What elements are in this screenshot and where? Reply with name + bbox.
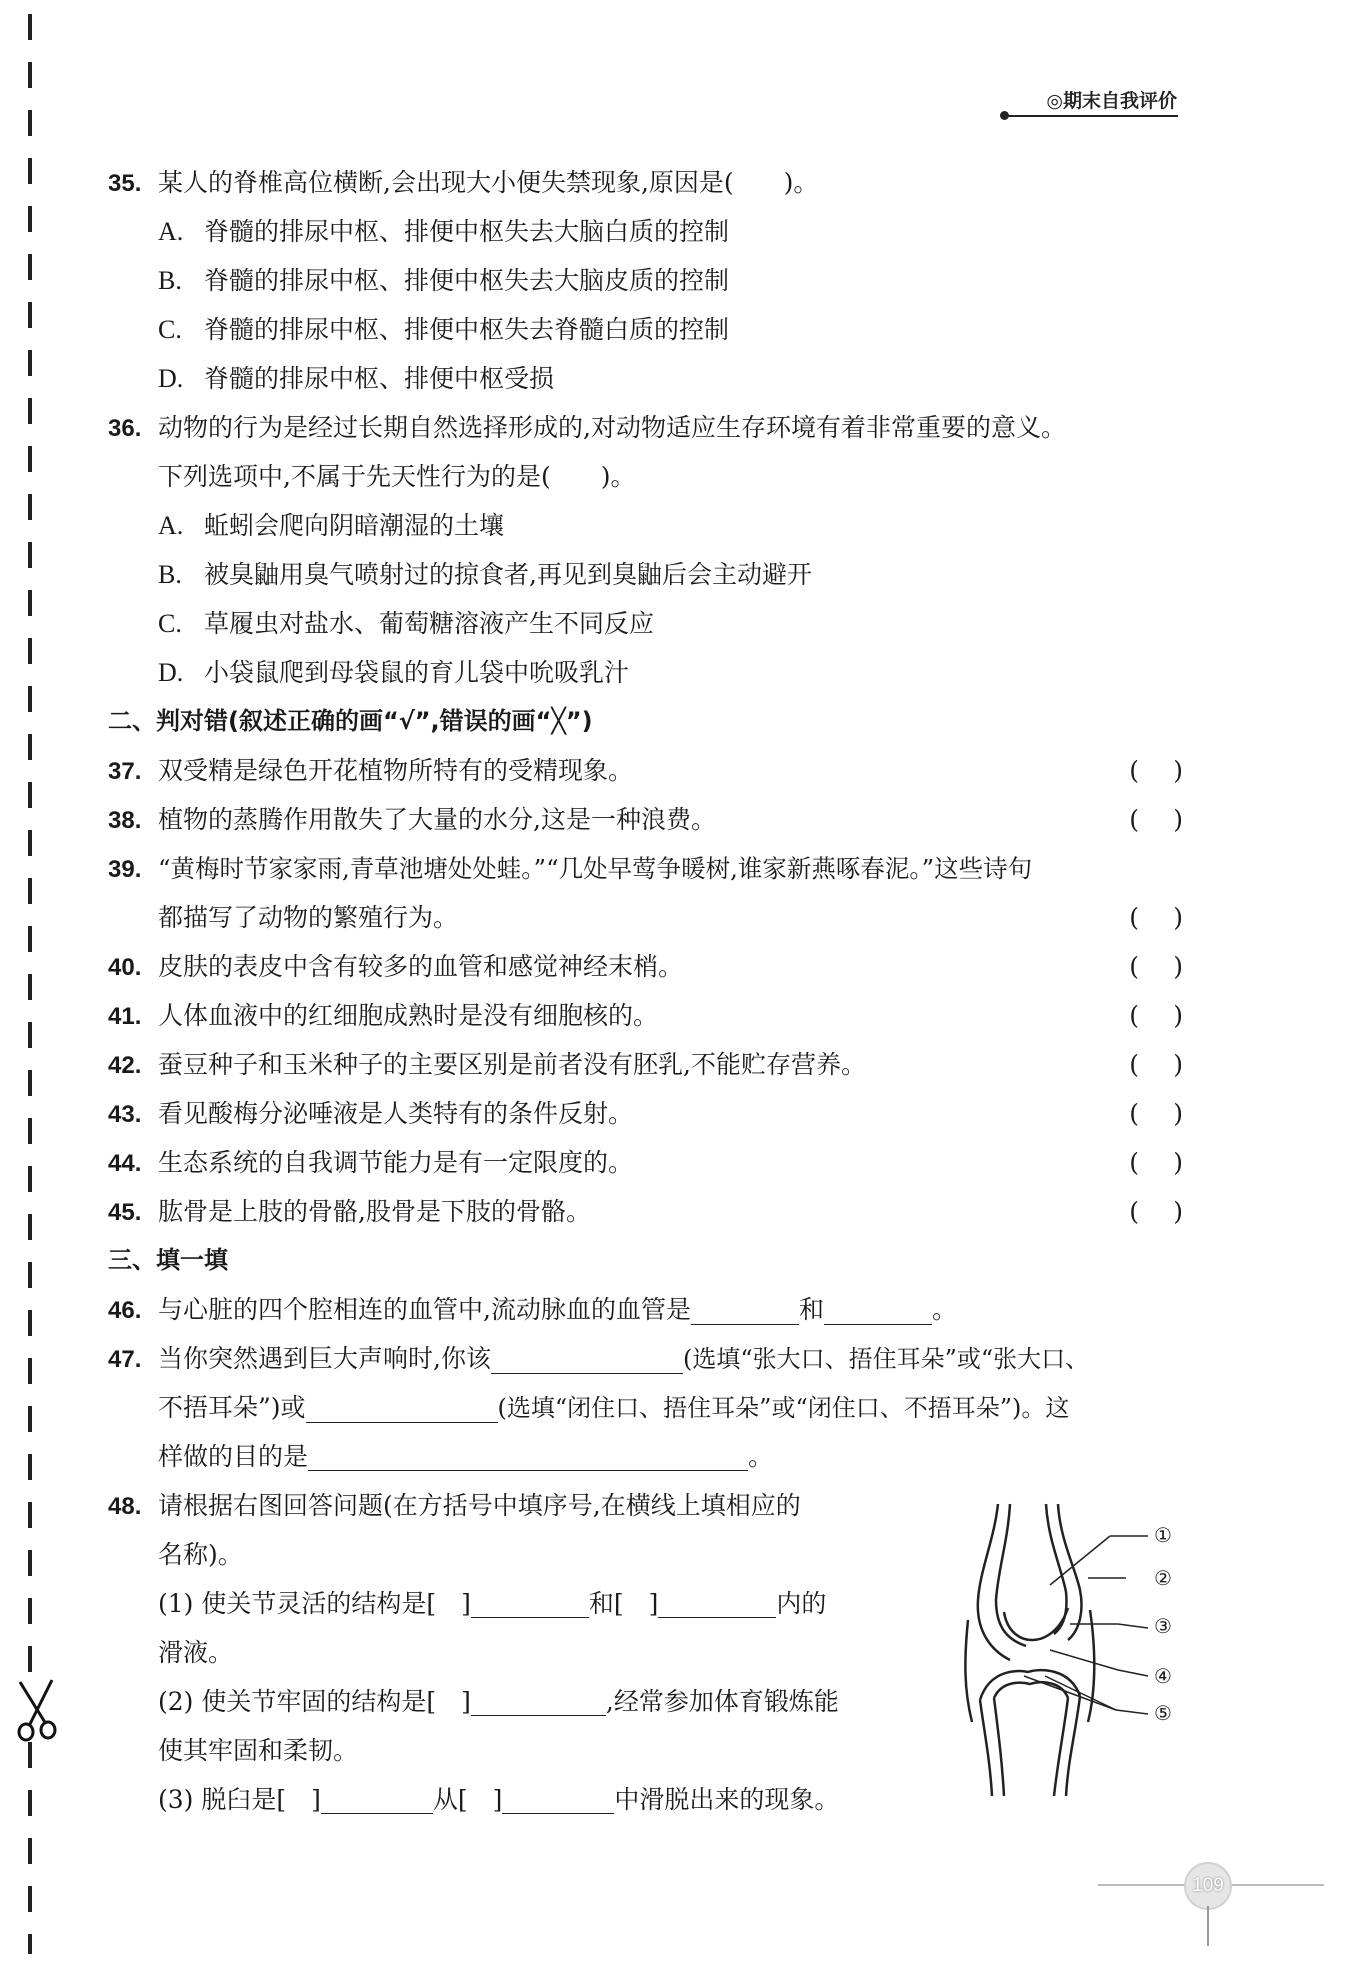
paren-open: ( bbox=[1129, 1197, 1139, 1226]
header-dot bbox=[1000, 111, 1009, 120]
question-text: 植物的蒸腾作用散失了大量的水分,这是一种浪费。 bbox=[158, 805, 716, 834]
answer-paren[interactable] bbox=[1129, 1138, 1183, 1187]
fill-blank[interactable] bbox=[491, 1343, 683, 1374]
question-stem: 某人的脊椎高位横断,会出现大小便失禁现象,原因是( )。 bbox=[158, 168, 819, 197]
answer-paren[interactable] bbox=[1129, 942, 1183, 991]
question-number: 35. bbox=[108, 170, 142, 197]
question-39 bbox=[108, 844, 1183, 893]
fill-blank[interactable] bbox=[824, 1294, 932, 1325]
option-text: 被臭鼬用臭气喷射过的掠食者,再见到臭鼬后会主动避开 bbox=[204, 560, 812, 589]
option-b bbox=[158, 256, 1233, 305]
question-text: 和[ ] bbox=[588, 1589, 659, 1618]
option-letter: D. bbox=[158, 364, 184, 393]
paren-open: ( bbox=[1129, 805, 1139, 834]
question-47 bbox=[108, 1334, 1183, 1383]
option-a bbox=[158, 207, 1233, 256]
page-rule-right bbox=[1232, 1884, 1324, 1886]
paren-open: ( bbox=[1129, 756, 1139, 785]
figure-label-2: ② bbox=[1154, 1566, 1172, 1590]
option-text: 脊髓的排尿中枢、排便中枢失去脊髓白质的控制 bbox=[204, 315, 730, 344]
answer-paren[interactable] bbox=[1129, 893, 1183, 942]
option-letter: C. bbox=[158, 609, 182, 638]
paren-open: ( bbox=[1129, 903, 1139, 932]
question-text: 人体血液中的红细胞成熟时是没有细胞核的。 bbox=[158, 1001, 659, 1030]
option-b bbox=[158, 550, 1233, 599]
question-number: 36. bbox=[108, 415, 142, 442]
option-text: 脊髓的排尿中枢、排便中枢受损 bbox=[204, 364, 555, 393]
page-rule-left bbox=[1098, 1884, 1184, 1886]
question-text: (选填“闭住口、捂住耳朵”或“闭住口、不捂耳朵”)。这 bbox=[497, 1394, 1070, 1422]
judge-item bbox=[108, 1138, 1183, 1187]
cut-line bbox=[28, 14, 32, 1954]
question-number: 40. bbox=[108, 954, 142, 981]
answer-paren[interactable] bbox=[1129, 746, 1183, 795]
question-number: 48. bbox=[108, 1493, 142, 1520]
section-3-title: 三、填一填 bbox=[108, 1246, 228, 1274]
question-48-part-1-line-2: 滑液。 bbox=[158, 1638, 234, 1667]
question-48-part-2-line-2: 使其牢固和柔韧。 bbox=[158, 1736, 359, 1765]
answer-paren[interactable] bbox=[1129, 1040, 1183, 1089]
paren-open: ( bbox=[1129, 1050, 1139, 1079]
scissors-icon bbox=[12, 1676, 60, 1742]
paren-close: ) bbox=[1173, 1197, 1183, 1226]
question-text: (1) 使关节灵活的结构是[ ] bbox=[158, 1589, 471, 1618]
question-text: 。 bbox=[931, 1295, 957, 1324]
question-39-line-2 bbox=[158, 893, 1183, 942]
question-46 bbox=[108, 1285, 1183, 1334]
option-letter: C. bbox=[158, 315, 182, 344]
option-text: 脊髓的排尿中枢、排便中枢失去大脑白质的控制 bbox=[204, 217, 730, 246]
question-text: 都描写了动物的繁殖行为。 bbox=[158, 903, 459, 932]
question-text: (2) 使关节牢固的结构是[ ] bbox=[158, 1687, 471, 1716]
question-number: 37. bbox=[108, 758, 142, 785]
question-36-stem-2: 下列选项中,不属于先天性行为的是( )。 bbox=[158, 462, 636, 491]
fill-blank[interactable] bbox=[308, 1440, 748, 1471]
paren-close: ) bbox=[1173, 952, 1183, 981]
question-number: 43. bbox=[108, 1101, 142, 1128]
page-number-stem bbox=[1207, 1906, 1209, 1946]
option-letter: B. bbox=[158, 560, 182, 589]
question-text: (3) 脱臼是[ ] bbox=[158, 1785, 321, 1814]
judge-item bbox=[108, 1187, 1183, 1236]
question-text: 生态系统的自我调节能力是有一定限度的。 bbox=[158, 1148, 634, 1177]
question-text: 双受精是绿色开花植物所特有的受精现象。 bbox=[158, 756, 634, 785]
option-text: 小袋鼠爬到母袋鼠的育儿袋中吮吸乳汁 bbox=[204, 658, 630, 687]
section-header: ◎期末自我评价 bbox=[1046, 90, 1177, 112]
answer-paren[interactable] bbox=[1129, 795, 1183, 844]
option-letter: A. bbox=[158, 217, 184, 246]
judge-item bbox=[108, 1040, 1183, 1089]
fill-blank[interactable] bbox=[691, 1294, 799, 1325]
question-number: 41. bbox=[108, 1003, 142, 1030]
question-text: 样做的目的是 bbox=[158, 1442, 309, 1471]
judge-item bbox=[108, 1089, 1183, 1138]
question-text: “黄梅时节家家雨,青草池塘处处蛙。”“几处早莺争暖树,谁家新燕啄春泥。”这些诗句 bbox=[158, 854, 1033, 883]
fill-blank[interactable] bbox=[306, 1392, 498, 1423]
question-48-stem-2: 名称)。 bbox=[158, 1540, 243, 1569]
question-47-line-2 bbox=[158, 1383, 1233, 1432]
question-number: 39. bbox=[108, 856, 142, 883]
figure-label-4: ④ bbox=[1154, 1664, 1172, 1688]
paren-close: ) bbox=[1173, 1148, 1183, 1177]
question-text: 当你突然遇到巨大声响时,你该 bbox=[158, 1344, 491, 1373]
question-number: 42. bbox=[108, 1052, 142, 1079]
figure-label-3: ③ bbox=[1154, 1614, 1172, 1638]
option-text: 脊髓的排尿中枢、排便中枢失去大脑皮质的控制 bbox=[204, 266, 730, 295]
paren-close: ) bbox=[1173, 1050, 1183, 1079]
fill-blank[interactable] bbox=[471, 1685, 606, 1716]
option-letter: B. bbox=[158, 266, 182, 295]
judge-item bbox=[108, 746, 1183, 795]
question-text: 肱骨是上肢的骨骼,股骨是下肢的骨骼。 bbox=[158, 1197, 591, 1226]
option-letter: D. bbox=[158, 658, 184, 687]
question-47-line-3 bbox=[158, 1432, 1233, 1481]
answer-paren[interactable] bbox=[1129, 991, 1183, 1040]
fill-blank[interactable] bbox=[502, 1783, 614, 1814]
question-stem: 请根据右图回答问题(在方括号中填序号,在横线上填相应的 bbox=[158, 1491, 801, 1520]
question-number: 44. bbox=[108, 1150, 142, 1177]
header-rule bbox=[1003, 115, 1178, 117]
option-letter: A. bbox=[158, 511, 184, 540]
question-number: 38. bbox=[108, 807, 142, 834]
fill-blank[interactable] bbox=[658, 1587, 776, 1618]
option-c bbox=[158, 305, 1233, 354]
question-text: 皮肤的表皮中含有较多的血管和感觉神经末梢。 bbox=[158, 952, 684, 981]
paren-close: ) bbox=[1173, 1099, 1183, 1128]
question-number: 45. bbox=[108, 1199, 142, 1226]
question-text: 内的 bbox=[776, 1589, 827, 1618]
answer-paren[interactable] bbox=[1129, 1187, 1183, 1236]
question-text: ,经常参加体育锻炼能 bbox=[605, 1687, 839, 1716]
question-text: (选填“张大口、捂住耳朵”或“张大口、 bbox=[682, 1345, 1090, 1373]
answer-paren[interactable] bbox=[1129, 1089, 1183, 1138]
paren-close: ) bbox=[1173, 1001, 1183, 1030]
fill-blank[interactable] bbox=[471, 1587, 589, 1618]
page-number: 109 bbox=[1184, 1862, 1232, 1910]
question-number: 46. bbox=[108, 1297, 142, 1324]
question-text: 不捂耳朵”)或 bbox=[158, 1393, 306, 1422]
question-text: 和 bbox=[798, 1295, 824, 1324]
fill-blank[interactable] bbox=[321, 1783, 433, 1814]
question-36 bbox=[108, 403, 1183, 452]
judge-item bbox=[108, 795, 1183, 844]
question-number: 47. bbox=[108, 1346, 142, 1373]
section-2-title: 二、判对错(叙述正确的画“√”,错误的画“╳”) bbox=[108, 707, 593, 735]
paren-close: ) bbox=[1173, 756, 1183, 785]
paren-close: ) bbox=[1173, 903, 1183, 932]
option-text: 草履虫对盐水、葡萄糖溶液产生不同反应 bbox=[204, 609, 655, 638]
question-text: 从[ ] bbox=[432, 1785, 503, 1814]
option-c bbox=[158, 599, 1233, 648]
paren-open: ( bbox=[1129, 952, 1139, 981]
question-text: 蚕豆种子和玉米种子的主要区别是前者没有胚乳,不能贮存营养。 bbox=[158, 1050, 866, 1079]
knee-joint-diagram bbox=[950, 1500, 1190, 1800]
figure-label-5: ⑤ bbox=[1154, 1701, 1172, 1725]
judge-item bbox=[108, 942, 1183, 991]
option-d bbox=[158, 354, 1233, 403]
paren-open: ( bbox=[1129, 1099, 1139, 1128]
question-35 bbox=[108, 158, 1183, 207]
figure-label-1: ① bbox=[1154, 1523, 1172, 1547]
paren-open: ( bbox=[1129, 1148, 1139, 1177]
question-text: 与心脏的四个腔相连的血管中,流动脉血的血管是 bbox=[158, 1295, 691, 1324]
question-text: 看见酸梅分泌唾液是人类特有的条件反射。 bbox=[158, 1099, 634, 1128]
paren-open: ( bbox=[1129, 1001, 1139, 1030]
option-d bbox=[158, 648, 1233, 697]
option-a bbox=[158, 501, 1233, 550]
option-text: 蚯蚓会爬向阴暗潮湿的土壤 bbox=[204, 511, 505, 540]
question-text: 。 bbox=[748, 1442, 774, 1471]
question-text: 中滑脱出来的现象。 bbox=[614, 1785, 840, 1814]
question-stem: 动物的行为是经过长期自然选择形成的,对动物适应生存环境有着非常重要的意义。 bbox=[158, 413, 1066, 442]
judge-item bbox=[108, 991, 1183, 1040]
paren-close: ) bbox=[1173, 805, 1183, 834]
